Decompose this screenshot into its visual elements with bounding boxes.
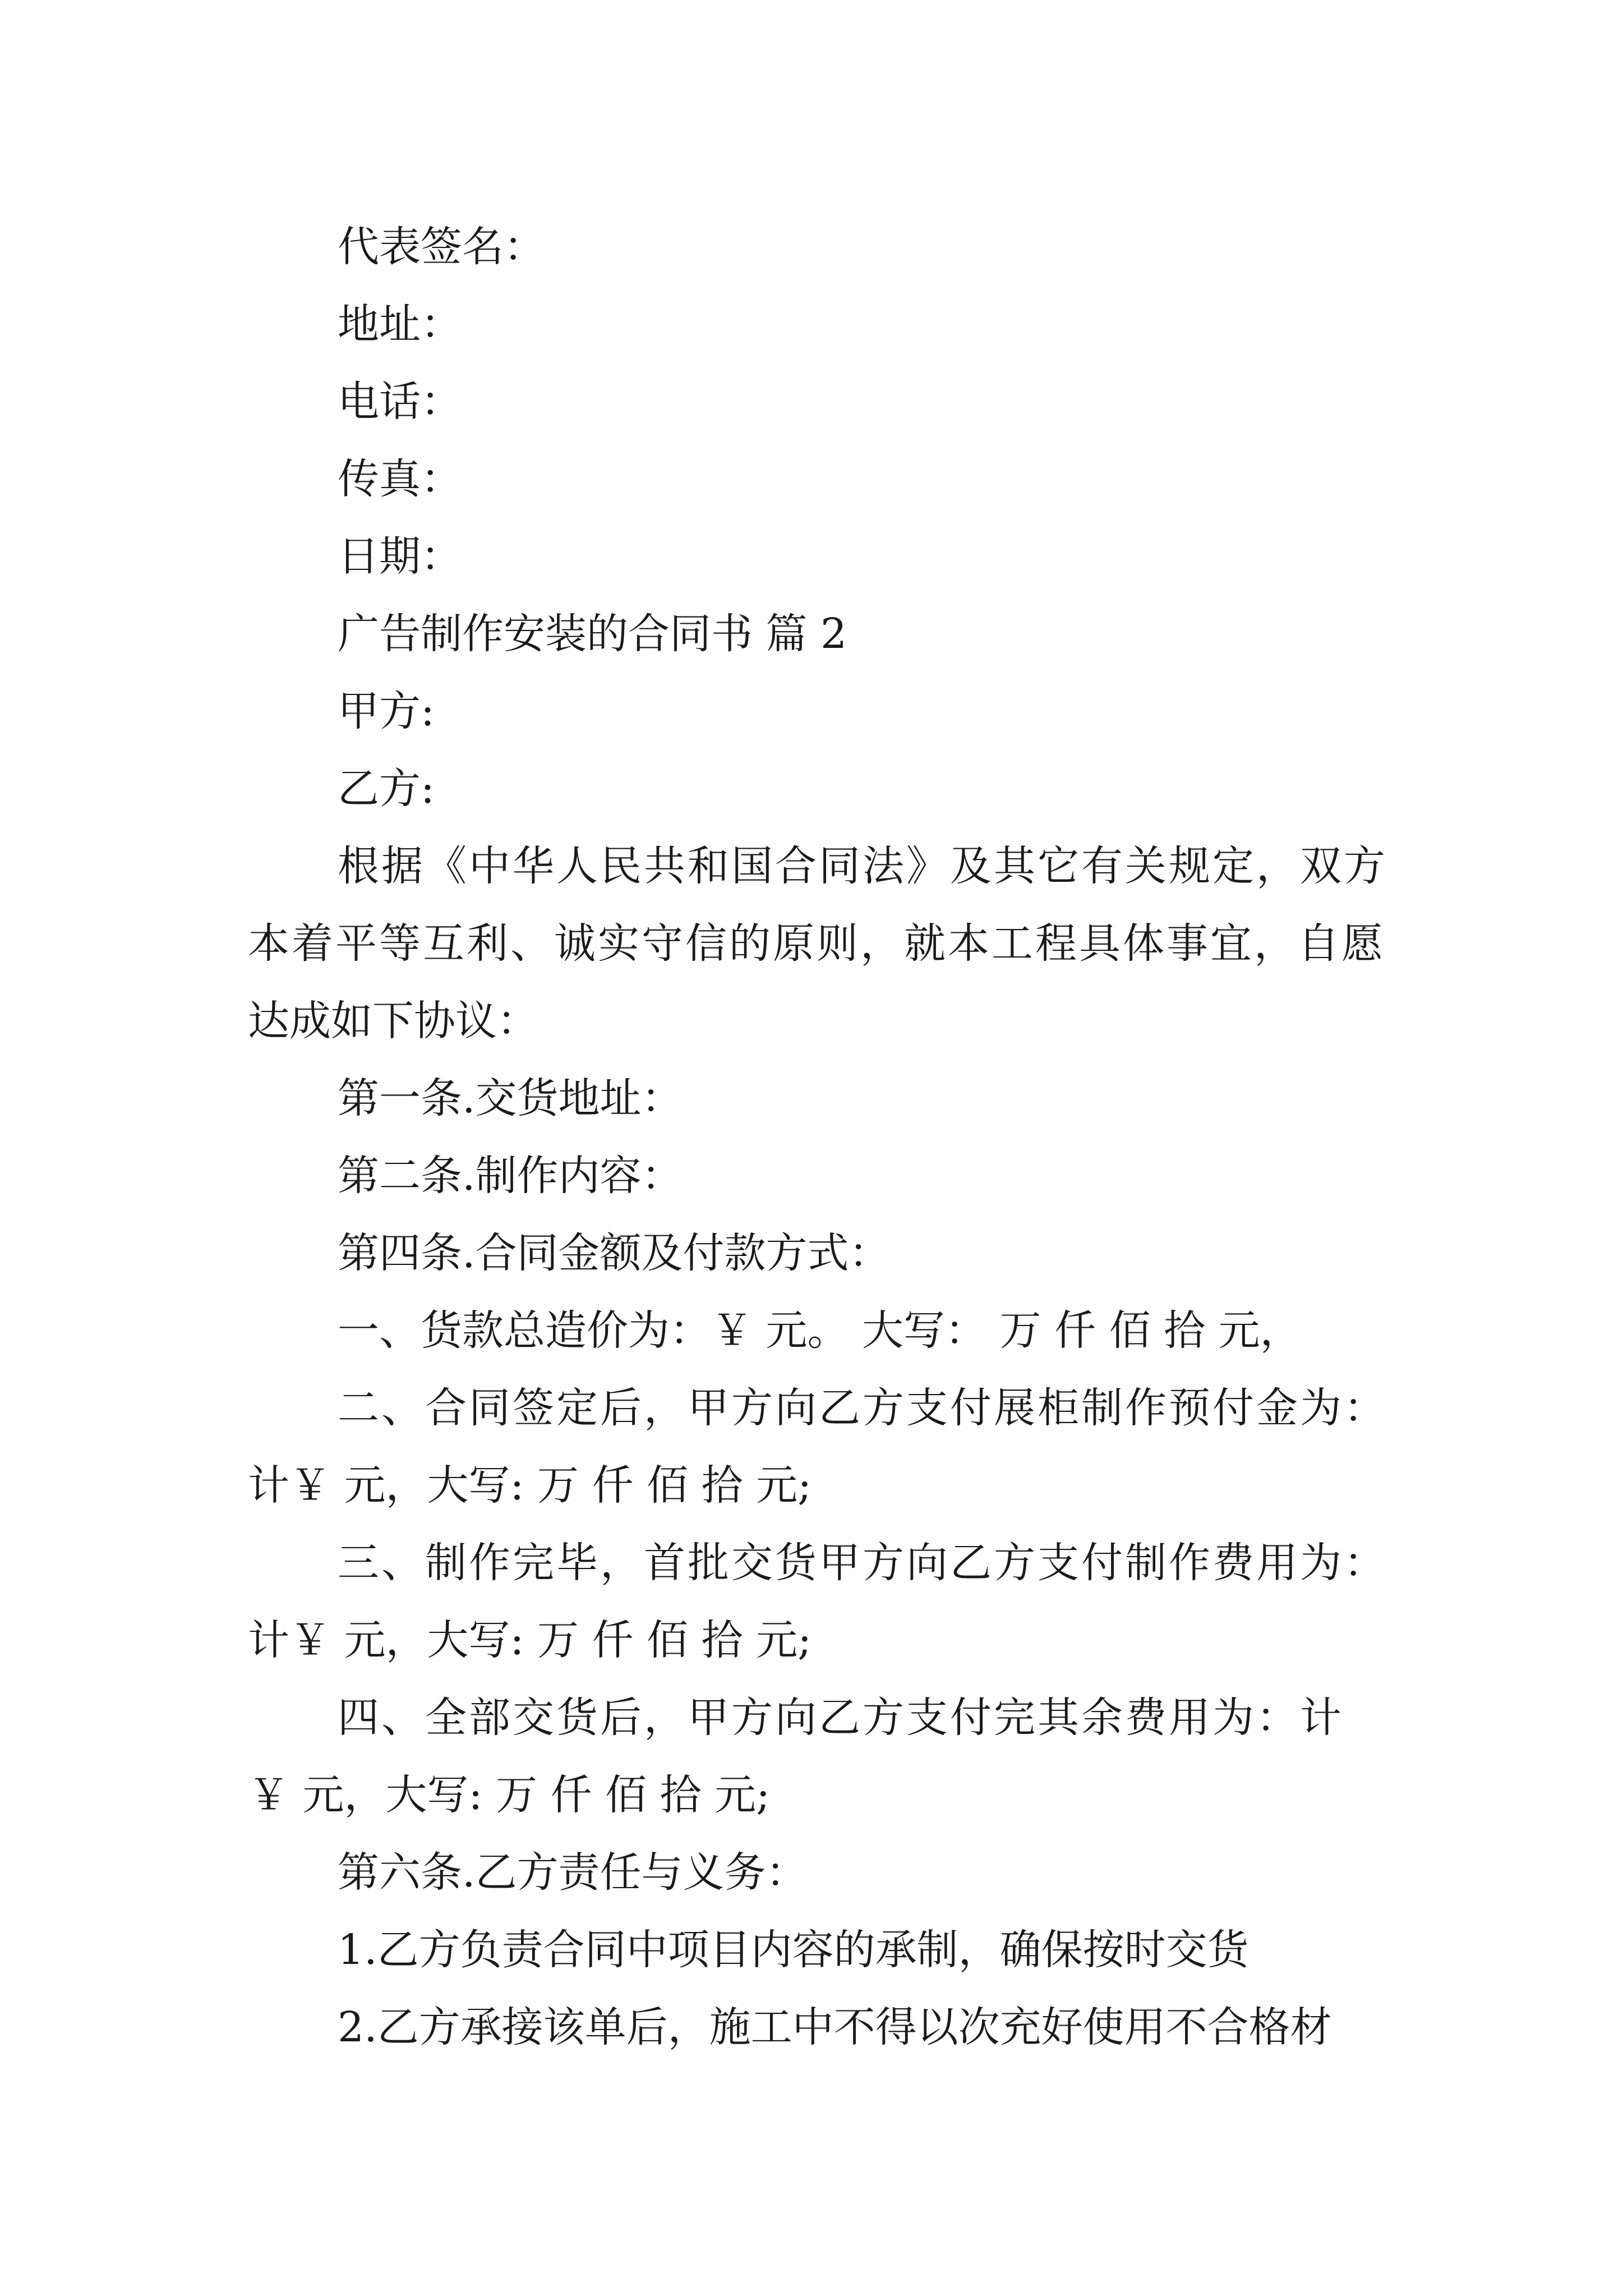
- section-heading: 广告制作安装的合同书 篇 2: [338, 610, 847, 658]
- fax-label: 传真：: [338, 455, 462, 503]
- address-label: 地址：: [338, 300, 462, 348]
- article-1: 第一条.交货地址：: [338, 1074, 683, 1122]
- duty-item-2: 2.乙方承接该单后，施工中不得以次充好使用不合格材: [338, 2003, 1332, 2051]
- date-label: 日期：: [338, 532, 462, 581]
- payment-item-3: 三、制作完毕，首批交货甲方向乙方支付制作费用为：: [338, 1539, 1387, 1587]
- payment-item-3-amount: 计￥ 元，大写: 万 仟 佰 拾 元;: [248, 1616, 811, 1664]
- signature-label: 代表签名：: [338, 223, 545, 271]
- article-6: 第六条.乙方责任与义务：: [338, 1848, 808, 1897]
- payment-item-1: 一、货款总造价为：￥ 元。 大写： 万 仟 佰 拾 元，: [338, 1306, 1302, 1355]
- payment-item-2-amount: 计￥ 元，大写: 万 仟 佰 拾 元;: [248, 1461, 811, 1510]
- preamble-line-2: 本着平等互利、诚实守信的原则，就本工程具体事宜，自愿: [248, 919, 1385, 968]
- phone-label: 电话：: [338, 378, 462, 426]
- duty-item-1: 1.乙方负责合同中项目内容的承制，确保按时交货: [338, 1926, 1249, 1974]
- payment-item-2: 二、合同签定后，甲方向乙方支付展柜制作预付金为：: [338, 1384, 1387, 1432]
- article-4: 第四条.合同金额及付款方式：: [338, 1229, 891, 1277]
- article-2: 第二条.制作内容：: [338, 1152, 683, 1200]
- party-b-label: 乙方:: [338, 765, 435, 813]
- preamble-line-1: 根据《中华人民共和国合同法》及其它有关规定，双方: [338, 842, 1387, 890]
- document-body: [248, 208, 1386, 2066]
- payment-item-4-amount: ￥ 元，大写: 万 仟 佰 拾 元;: [248, 1771, 770, 1819]
- party-a-label: 甲方:: [338, 687, 435, 735]
- preamble-line-3: 达成如下协议：: [248, 997, 538, 1045]
- payment-item-4: 四、全部交货后，甲方向乙方支付完其余费用为：计: [338, 1694, 1344, 1742]
